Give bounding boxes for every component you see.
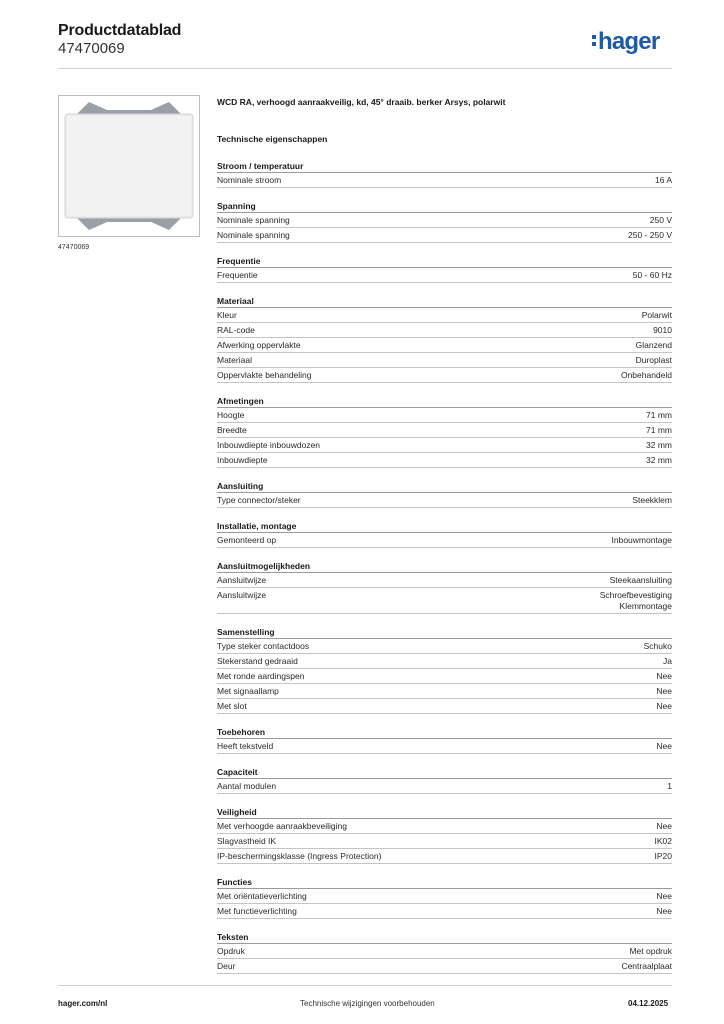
spec-value: Nee — [656, 740, 672, 751]
spec-label: Heeft tekstveld — [217, 740, 274, 751]
spec-label: Oppervlakte behandeling — [217, 369, 312, 380]
spec-label: Afwerking oppervlakte — [217, 339, 301, 350]
section-title: Veiligheid — [217, 806, 672, 819]
header-divider — [58, 68, 672, 69]
section-title: Installatie, montage — [217, 520, 672, 533]
spec-value: Met opdruk — [629, 945, 672, 956]
spec-section — [217, 395, 672, 468]
spec-row — [217, 353, 672, 368]
spec-label: Met ronde aardingspen — [217, 670, 305, 681]
section-title: Frequentie — [217, 255, 672, 268]
spec-row — [217, 889, 672, 904]
spec-section — [217, 480, 672, 508]
spec-label: Kleur — [217, 309, 237, 320]
logo-dots-icon — [592, 32, 596, 49]
section-title: Aansluiting — [217, 480, 672, 493]
spec-value: Duroplast — [635, 354, 672, 365]
spec-value: IP20 — [654, 850, 672, 861]
spec-row — [217, 739, 672, 754]
spec-section — [217, 295, 672, 383]
page-title: Productdatablad — [58, 22, 182, 39]
spec-label: RAL-code — [217, 324, 255, 335]
spec-label: Frequentie — [217, 269, 258, 280]
spec-value: Polarwit — [641, 309, 672, 320]
spec-section — [217, 726, 672, 754]
spec-value: Schroefbevestiging Klemmontage — [599, 589, 672, 611]
spec-value: 71 mm — [646, 409, 672, 420]
logo-text: hager — [598, 28, 660, 55]
spec-label: Met signaallamp — [217, 685, 279, 696]
spec-value: Nee — [656, 685, 672, 696]
spec-row — [217, 438, 672, 453]
spec-row — [217, 834, 672, 849]
spec-value: Schuko — [643, 640, 672, 651]
spec-value: Nee — [656, 905, 672, 916]
product-title: WCD RA, verhoogd aanraakveilig, kd, 45° draaib. berker Arsys, polarwit — [217, 97, 506, 107]
spec-row — [217, 904, 672, 919]
product-image — [58, 95, 200, 237]
section-title: Functies — [217, 876, 672, 889]
section-title: Materiaal — [217, 295, 672, 308]
spec-label: Gemonteerd op — [217, 534, 277, 545]
spec-label: Nominale spanning — [217, 214, 290, 225]
spec-value: Nee — [656, 890, 672, 901]
spec-label: Aantal modulen — [217, 780, 277, 791]
spec-row — [217, 654, 672, 669]
spec-row — [217, 308, 672, 323]
spec-value: Nee — [656, 820, 672, 831]
spec-row — [217, 944, 672, 959]
footer-website[interactable]: hager.com/nl — [58, 999, 108, 1008]
spec-value: 71 mm — [646, 424, 672, 435]
spec-row — [217, 588, 672, 614]
spec-row — [217, 338, 672, 353]
technical-heading: Technische eigenschappen — [217, 134, 328, 144]
spec-row — [217, 959, 672, 974]
hager-logo — [592, 28, 659, 56]
spec-label: Met verhoogde aanraakbeveiliging — [217, 820, 347, 831]
spec-section — [217, 160, 672, 188]
spec-row — [217, 573, 672, 588]
spec-row — [217, 173, 672, 188]
spec-row — [217, 453, 672, 468]
spec-label: Type connector/steker — [217, 494, 301, 505]
spec-section — [217, 931, 672, 974]
spec-row — [217, 684, 672, 699]
spec-row — [217, 493, 672, 508]
section-title: Samenstelling — [217, 626, 672, 639]
spec-label: Materiaal — [217, 354, 252, 365]
spec-value: Ja — [663, 655, 672, 666]
spec-row — [217, 213, 672, 228]
spec-label: Met oriëntatieverlichting — [217, 890, 307, 901]
spec-value: 1 — [667, 780, 672, 791]
spec-content — [217, 96, 672, 974]
spec-label: Inbouwdiepte — [217, 454, 268, 465]
spec-value: IK02 — [654, 835, 672, 846]
spec-value: 250 - 250 V — [628, 229, 672, 240]
section-title: Spanning — [217, 200, 672, 213]
spec-value: 250 V — [649, 214, 672, 225]
image-caption: 47470069 — [58, 244, 90, 251]
spec-label: Opdruk — [217, 945, 245, 956]
spec-label: Inbouwdiepte inbouwdozen — [217, 439, 321, 450]
spec-label: Aansluitwijze — [217, 574, 267, 585]
spec-row — [217, 669, 672, 684]
spec-value: Nee — [656, 670, 672, 681]
spec-section — [217, 255, 672, 283]
product-number: 47470069 — [58, 40, 125, 57]
section-title: Stroom / temperatuur — [217, 160, 672, 173]
section-title: Toebehoren — [217, 726, 672, 739]
spec-label: Stekerstand gedraaid — [217, 655, 298, 666]
spec-section — [217, 200, 672, 243]
spec-row — [217, 408, 672, 423]
spec-row — [217, 228, 672, 243]
spec-row — [217, 699, 672, 714]
spec-value: 50 - 60 Hz — [632, 269, 672, 280]
spec-row — [217, 268, 672, 283]
spec-value: Nee — [656, 700, 672, 711]
spec-section — [217, 766, 672, 794]
spec-label: Nominale stroom — [217, 174, 282, 185]
spec-sections — [217, 160, 672, 974]
spec-label: Aansluitwijze — [217, 589, 267, 600]
spec-label: Hoogte — [217, 409, 245, 420]
spec-row — [217, 819, 672, 834]
spec-value: 32 mm — [646, 454, 672, 465]
section-title: Aansluitmogelijkheden — [217, 560, 672, 573]
spec-value: 16 A — [654, 174, 672, 185]
footer-disclaimer: Technische wijzigingen voorbehouden — [300, 999, 435, 1008]
spec-row — [217, 368, 672, 383]
spec-value: 9010 — [653, 324, 672, 335]
spec-row — [217, 323, 672, 338]
spec-value: 32 mm — [646, 439, 672, 450]
socket-cover-icon — [59, 96, 199, 236]
spec-row — [217, 423, 672, 438]
spec-section — [217, 876, 672, 919]
spec-label: Met slot — [217, 700, 247, 711]
spec-value: Steekaansluiting — [609, 574, 672, 585]
spec-row — [217, 849, 672, 864]
spec-value: Inbouwmontage — [611, 534, 672, 545]
spec-section — [217, 520, 672, 548]
spec-value: Steekklem — [632, 494, 672, 505]
section-title: Teksten — [217, 931, 672, 944]
spec-label: Type steker contactdoos — [217, 640, 310, 651]
spec-label: IP-beschermingsklasse (Ingress Protection) — [217, 850, 382, 861]
spec-label: Nominale spanning — [217, 229, 290, 240]
spec-section — [217, 626, 672, 714]
spec-label: Deur — [217, 960, 236, 971]
spec-row — [217, 639, 672, 654]
spec-value: Glanzend — [635, 339, 672, 350]
spec-value: Onbehandeld — [620, 369, 672, 380]
section-title: Capaciteit — [217, 766, 672, 779]
spec-label: Breedte — [217, 424, 247, 435]
spec-label: Met functieverlichting — [217, 905, 297, 916]
footer-date: 04.12.2025 — [628, 999, 669, 1008]
section-title: Afmetingen — [217, 395, 672, 408]
spec-section — [217, 560, 672, 614]
spec-row — [217, 779, 672, 794]
spec-value: Centraalplaat — [621, 960, 672, 971]
footer-divider — [58, 985, 672, 986]
spec-row — [217, 533, 672, 548]
spec-section — [217, 806, 672, 864]
spec-label: Slagvastheid IK — [217, 835, 277, 846]
